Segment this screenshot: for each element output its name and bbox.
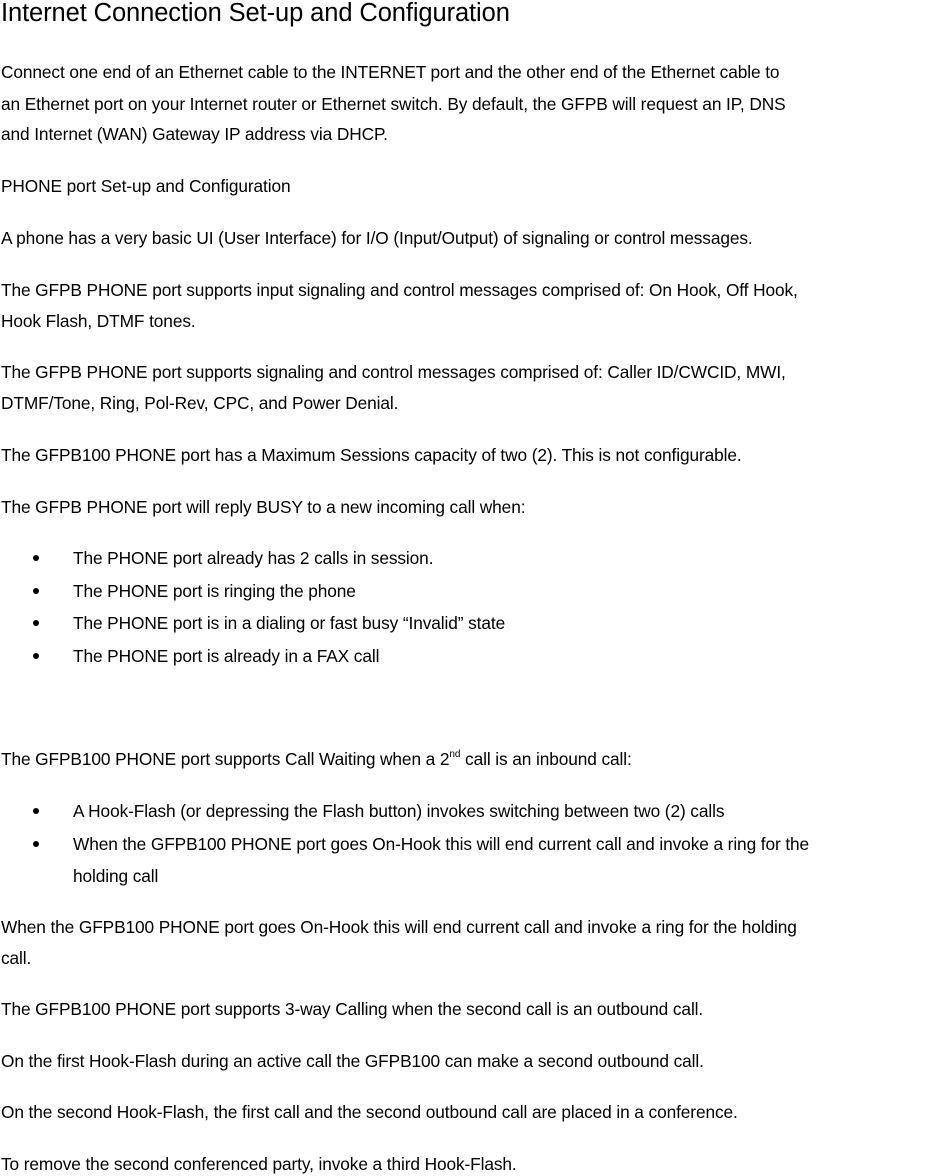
paragraph: A phone has a very basic UI (User Interface) for I/O (Input/Output) of signaling or control messages. xyxy=(1,228,753,248)
intro-paragraph-line: and Internet (WAN) Gateway IP address via DHCP. xyxy=(1,124,388,144)
intro-paragraph-line: an Ethernet port on your Internet router or Ethernet switch. By default, the GFPB will request an IP, DNS xyxy=(1,94,786,114)
list-item-text: The PHONE port is in a dialing or fast busy “Invalid” state xyxy=(73,613,506,633)
paragraph: On the first Hook-Flash during an active call the GFPB100 can make a second outbound call. xyxy=(1,1051,704,1071)
call-waiting-intro xyxy=(1,748,632,770)
bullet-icon xyxy=(33,588,39,594)
paragraph-line: call. xyxy=(1,948,32,968)
paragraph-line: When the GFPB100 PHONE port goes On-Hook this will end current call and invoke a ring for the holding xyxy=(1,917,797,937)
list-item-text: The PHONE port is already in a FAX call xyxy=(73,646,380,666)
paragraph-line: The GFPB PHONE port supports input signaling and control messages comprised of: On Hook, Off Hook, xyxy=(1,280,798,300)
list-item-text: The PHONE port is ringing the phone xyxy=(73,581,356,601)
bullet-icon xyxy=(33,808,39,814)
intro-paragraph-line: Connect one end of an Ethernet cable to the INTERNET port and the other end of the Ethernet cable to xyxy=(1,62,780,82)
list-item-text: holding call xyxy=(73,866,159,886)
paragraph-line: Hook Flash, DTMF tones. xyxy=(1,311,196,331)
paragraph-line: The GFPB PHONE port supports signaling and control messages comprised of: Caller ID/CWCID, MWI, xyxy=(1,362,786,382)
cw-intro-text: call is an inbound call: xyxy=(460,749,632,769)
cw-intro-text: The GFPB100 PHONE port supports Call Waiting when a 2 xyxy=(1,749,450,769)
list-item-text: The PHONE port already has 2 calls in session. xyxy=(73,548,434,568)
ordinal-suffix: nd xyxy=(449,749,461,761)
paragraph: The GFPB PHONE port will reply BUSY to a new incoming call when: xyxy=(1,497,526,517)
section-heading: PHONE port Set-up and Configuration xyxy=(1,176,291,196)
list-item-text: When the GFPB100 PHONE port goes On-Hook this will end current call and invoke a ring for the xyxy=(73,834,810,854)
bullet-icon xyxy=(33,653,39,659)
paragraph: To remove the second conferenced party, invoke a third Hook-Flash. xyxy=(1,1154,517,1174)
paragraph-line: DTMF/Tone, Ring, Pol-Rev, CPC, and Power Denial. xyxy=(1,393,399,413)
page-title: Internet Connection Set-up and Configuration xyxy=(1,0,510,27)
paragraph: The GFPB100 PHONE port has a Maximum Sessions capacity of two (2). This is not configurable. xyxy=(1,445,742,465)
bullet-icon xyxy=(33,620,39,626)
paragraph: On the second Hook-Flash, the first call and the second outbound call are placed in a conference. xyxy=(1,1102,738,1122)
list-item-text: A Hook-Flash (or depressing the Flash button) invokes switching between two (2) calls xyxy=(73,801,725,821)
bullet-icon xyxy=(33,555,39,561)
bullet-icon xyxy=(33,841,39,847)
paragraph: The GFPB100 PHONE port supports 3-way Calling when the second call is an outbound call. xyxy=(1,999,704,1019)
